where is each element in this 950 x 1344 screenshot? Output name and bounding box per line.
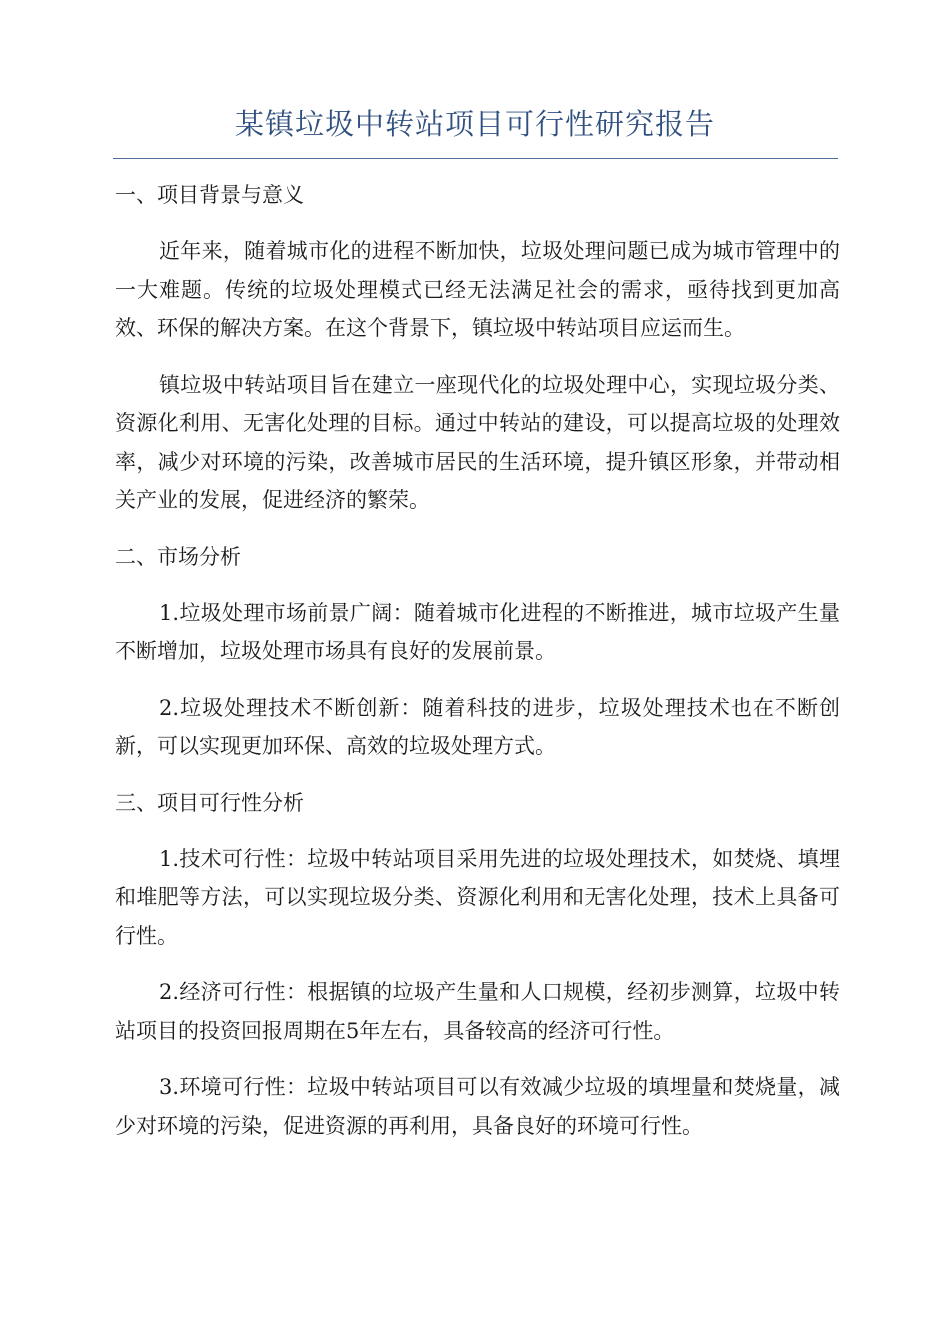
paragraph: 2.垃圾处理技术不断创新：随着科技的进步，垃圾处理技术也在不断创新，可以实现更加环保、高效的垃圾处理方式。	[115, 695, 840, 758]
section-heading: 二、市场分析	[115, 544, 241, 569]
section-market	[115, 538, 840, 766]
section-heading: 三、项目可行性分析	[115, 790, 304, 815]
document-title: 某镇垃圾中转站项目可行性研究报告	[234, 107, 715, 141]
paragraph: 镇垃圾中转站项目旨在建立一座现代化的垃圾处理中心，实现垃圾分类、资源化利用、无害化处理的目标。通过中转站的建设，可以提高垃圾的处理效率，减少对环境的污染，改善城市居民的生活环境，提升镇区形象，并带动相关产业的发展，促进经济的繁荣。	[115, 372, 840, 512]
section-feasibility	[115, 784, 840, 1146]
section-background	[115, 176, 840, 520]
paragraph: 近年来，随着城市化的进程不断加快，垃圾处理问题已成为城市管理中的一大难题。传统的垃圾处理模式已经无法满足社会的需求，亟待找到更加高效、环保的解决方案。在这个背景下，镇垃圾中转站项目应运而生。	[115, 239, 840, 340]
document-body	[115, 176, 840, 1163]
paragraph: 3.环境可行性：垃圾中转站项目可以有效减少垃圾的填埋量和焚烧量，减少对环境的污染，促进资源的再利用，具备良好的环境可行性。	[115, 1075, 840, 1138]
paragraph: 1.技术可行性：垃圾中转站项目采用先进的垃圾处理技术，如焚烧、填埋和堆肥等方法，可以实现垃圾分类、资源化利用和无害化处理，技术上具备可行性。	[115, 846, 840, 948]
title-divider	[113, 158, 838, 159]
section-heading: 一、项目背景与意义	[115, 183, 304, 207]
paragraph: 2.经济可行性：根据镇的垃圾产生量和人口规模，经初步测算，垃圾中转站项目的投资回报周期在5年左右，具备较高的经济可行性。	[115, 980, 840, 1043]
paragraph: 1.垃圾处理市场前景广阔：随着城市化进程的不断推进，城市垃圾产生量不断增加，垃圾处理市场具有良好的发展前景。	[115, 600, 840, 663]
